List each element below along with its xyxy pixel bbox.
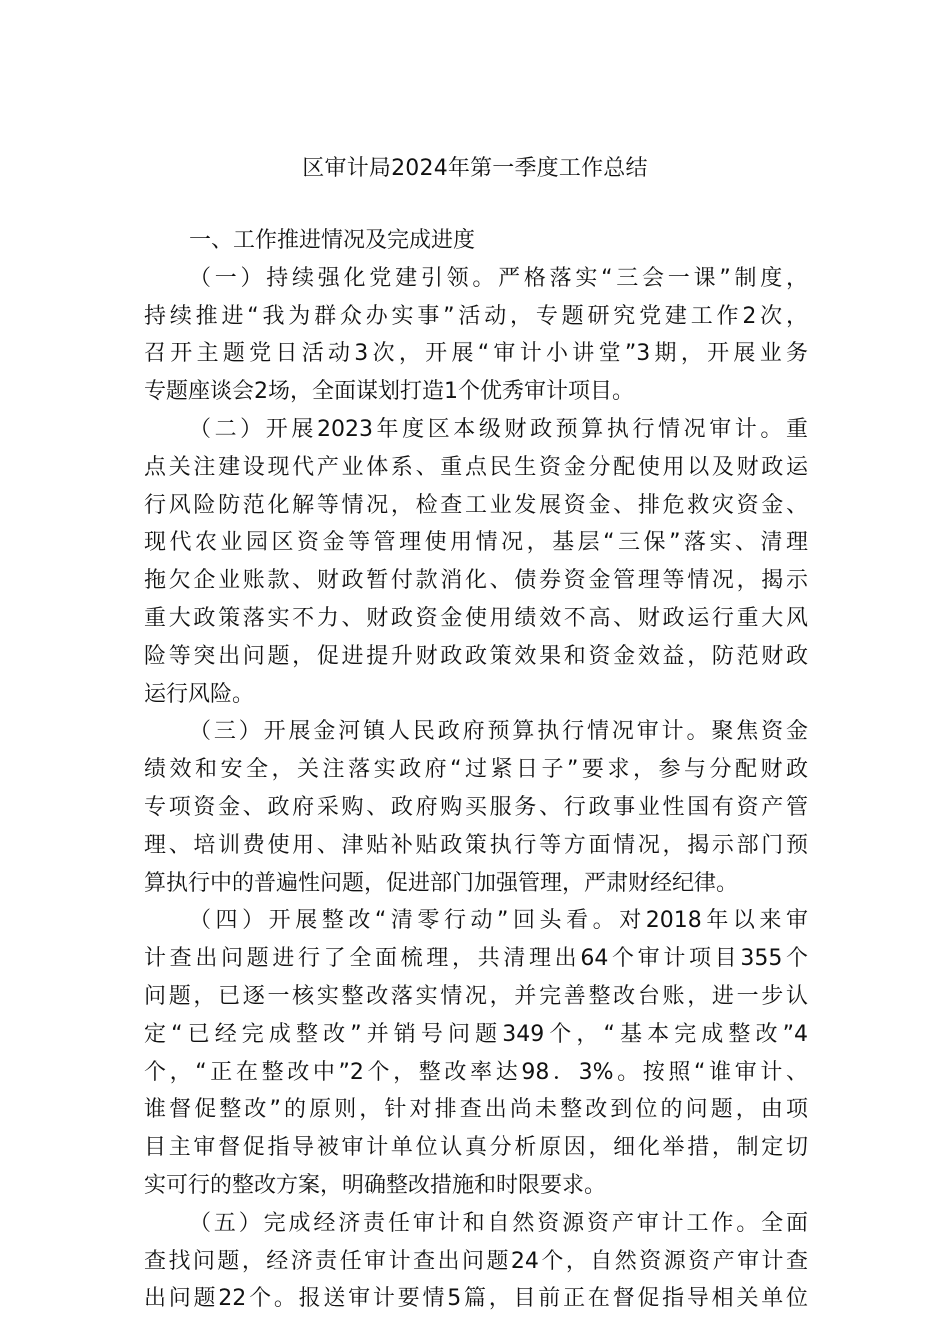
paragraph-line: （四）开展整改“清零行动”回头看。对2018年以来审 [189,908,808,934]
paragraph-line: 计查出问题进行了全面梳理，共清理出64个审计项目355个 [144,946,808,972]
paragraph-line: 行风险防范化解等情况，检查工业发展资金、排危救灾资金、 [144,492,808,518]
paragraph-line: 定“已经完成整改”并销号问题349个，“基本完成整改”4 [144,1021,808,1047]
paragraph-line: 专题座谈会2场，全面谋划打造1个优秀审计项目。 [144,379,634,405]
paragraph-line: 绩效和安全，关注落实政府“过紧日子”要求，参与分配财政 [144,757,808,783]
paragraph-line: （五）完成经济责任审计和自然资源资产审计工作。全面 [189,1210,808,1236]
paragraph-line: （一）持续强化党建引领。严格落实“三会一课”制度， [189,265,808,291]
paragraph-line: 查找问题，经济责任审计查出问题24个，自然资源资产审计查 [144,1248,808,1274]
paragraph-line: （二）开展2023年度区本级财政预算执行情况审计。重 [189,416,808,442]
paragraph-line: （三）开展金河镇人民政府预算执行情况审计。聚焦资金 [189,719,808,745]
paragraph-line: 个，“正在整改中”2个，整改率达98．3%。按照“谁审计、 [144,1059,808,1085]
paragraph-line: 召开主题党日活动3次，开展“审计小讲堂”3期，开展业务 [144,341,808,367]
document-body [144,222,808,1318]
paragraph-line: 险等突出问题，促进提升财政政策效果和资金效益，防范财政 [144,643,808,669]
paragraph-line: 点关注建设现代产业体系、重点民生资金分配使用以及财政运 [144,454,808,480]
paragraph-line: 实可行的整改方案，明确整改措施和时限要求。 [144,1172,607,1198]
paragraph-line: 拖欠企业账款、财政暂付款消化、债券资金管理等情况，揭示 [144,568,808,594]
paragraph-line: 重大政策落实不力、财政资金使用绩效不高、财政运行重大风 [144,605,808,631]
section-heading: 一、工作推进情况及完成进度 [189,228,476,253]
paragraph-economic-audit [144,1205,808,1318]
paragraph-town-audit [144,713,808,902]
paragraph-line: 专项资金、政府采购、政府购买服务、行政事业性国有资产管 [144,794,808,820]
paragraph-line: 理、培训费使用、津贴补贴政策执行等方面情况，揭示部门预 [144,832,808,858]
paragraph-line: 持续推进“我为群众办实事”活动，专题研究党建工作2次， [144,303,808,329]
paragraph-line: 现代农业园区资金等管理使用情况，基层“三保”落实、清理 [144,530,808,556]
paragraph-line: 问题，已逐一核实整改落实情况，并完善整改台账，进一步认 [144,983,808,1009]
paragraph-line: 出问题22个。报送审计要情5篇，目前正在督促指导相关单位 [144,1286,808,1312]
paragraph-line: 目主审督促指导被审计单位认真分析原因，细化举措，制定切 [144,1135,808,1161]
paragraph-rectification [144,902,808,1204]
paragraph-line: 谁督促整改”的原则，针对排查出尚未整改到位的问题，由项 [144,1097,808,1123]
paragraph-line: 运行风险。 [144,681,255,707]
document-title: 区审计局2024年第一季度工作总结 [302,156,648,181]
paragraph-line: 算执行中的普遍性问题，促进部门加强管理，严肃财经纪律。 [144,870,739,896]
paragraph-party-building [144,260,808,411]
paragraph-budget-audit [144,411,808,713]
